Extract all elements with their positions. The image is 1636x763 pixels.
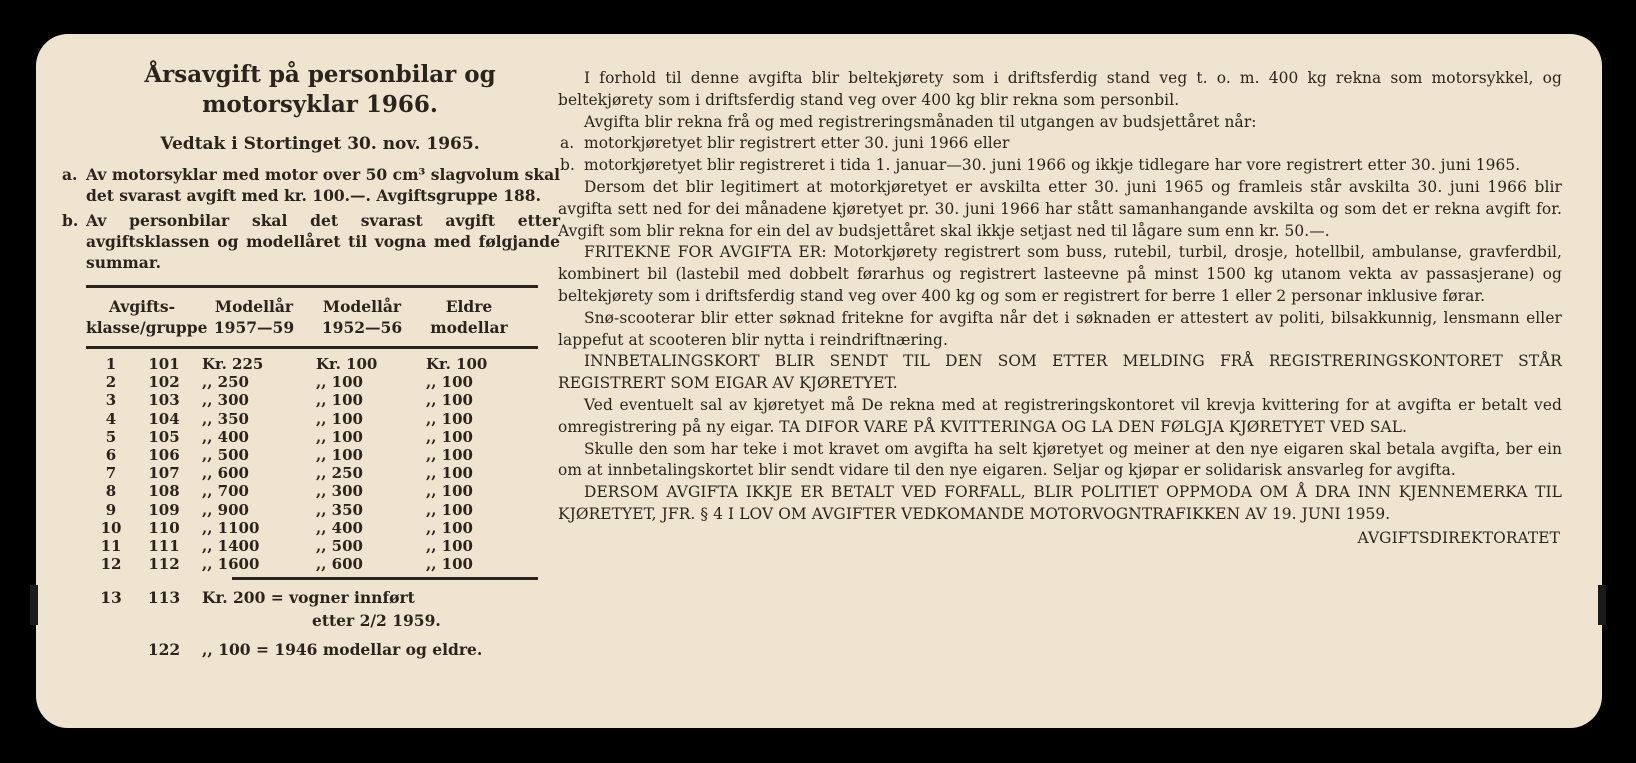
row-eldre: Kr. 100 (426, 355, 488, 373)
row-1952-56: Kr. 100 (316, 355, 378, 373)
item-b-text: Av personbilar skal det svarast avgift etter avgiftsklassen og modellåret til vogna med følgjande summar. (86, 211, 560, 272)
header-1957-59: Modellår 1957—59 (213, 297, 295, 337)
row-eldre: ,, 100 (426, 391, 473, 410)
row-gruppe: 110 (148, 518, 180, 537)
left-column (60, 60, 560, 661)
paragraph-4: FRITEKNE FOR AVGIFTA ER: Motorkjørety registrert som buss, rutebil, turbil, drosje, hotellbil, ambulanse, gravferdbil, kombinert bil (lastebil med dobbelt førarhus og registrert lasteevne på minst 1500 kg utanom vekta av passasjerane) og beltekjørety som i driftsferdig stand veg over 400 kg og som er registrert for berre 1 eller 2 personar inklusive førar. (558, 243, 1562, 305)
row-1957-59: ,, 400 (202, 427, 249, 446)
header-klasse: Avgifts- klasse/gruppe (86, 297, 208, 337)
row-1957-59: Kr. 225 (202, 355, 264, 373)
table-row (86, 501, 538, 519)
table-row (86, 410, 538, 428)
paragraph-8: Skulle den som har teke i mot kravet om avgifta ha selt kjøretyet og meiner at den nye eigaren skal betala avgifta, ber ein om at innbetalingskortet blir sendt vidare til den nye eigaren. Seljar og kjøpar er solidarisk ansvarleg for avgifta. (558, 439, 1562, 480)
row-1952-56: ,, 300 (316, 482, 363, 501)
row-klasse: 1 (105, 355, 117, 373)
row-gruppe: 107 (148, 464, 180, 483)
row-eldre: ,, 100 (426, 482, 473, 501)
row-1957-59: ,, 1100 (202, 518, 260, 537)
table-row (86, 537, 538, 555)
document-title (80, 60, 560, 120)
row-klasse: 11 (100, 537, 122, 556)
footer-row-122 (86, 638, 560, 661)
row-gruppe: 102 (148, 373, 180, 392)
row-klasse: 10 (100, 518, 122, 537)
footer-gruppe: 113 (147, 588, 181, 608)
row-1957-59: ,, 700 (202, 482, 249, 501)
row-klasse: 4 (105, 409, 117, 428)
row-klasse: 7 (105, 464, 117, 483)
row-gruppe: 108 (148, 482, 180, 501)
table-body (86, 349, 538, 573)
table-row (86, 519, 538, 537)
row-1952-56: ,, 100 (316, 391, 363, 410)
row-eldre: ,, 100 (426, 518, 473, 537)
row-1952-56: ,, 100 (316, 427, 363, 446)
table-row (86, 464, 538, 482)
row-gruppe: 112 (148, 555, 180, 574)
table-row (86, 391, 538, 409)
row-1957-59: ,, 300 (202, 391, 249, 410)
row-eldre: ,, 100 (426, 427, 473, 446)
table-row (86, 446, 538, 464)
row-klasse: 8 (105, 482, 117, 501)
row-1952-56: ,, 100 (316, 409, 363, 428)
row-eldre: ,, 100 (426, 555, 473, 574)
footer-gruppe-122: 122 (147, 640, 181, 660)
row-1957-59: ,, 350 (202, 409, 249, 428)
row-eldre: ,, 100 (426, 464, 473, 483)
row-klasse: 2 (105, 373, 117, 392)
footer-klasse: 13 (100, 588, 122, 608)
row-klasse: 9 (105, 500, 117, 519)
paragraph-2b-text: motorkjøretyet blir registreret i tida 1. januar—30. juni 1966 og ikkje tidlegare har vore registrert etter 30. juni 1965. (584, 156, 1521, 175)
row-1957-59: ,, 1600 (202, 555, 260, 574)
row-eldre: ,, 100 (426, 409, 473, 428)
table-row (86, 555, 538, 573)
right-edge-mark (1598, 585, 1606, 625)
row-1952-56: ,, 400 (316, 518, 363, 537)
item-a-label: a. (62, 165, 78, 184)
header-eldre: Eldre modellar (430, 297, 508, 337)
paragraph-6: INNBETALINGSKORT BLIR SENDT TIL DEN SOM ETTER MELDING FRÅ REGISTRERINGSKONTORET STÅR REGISTRERT SOM EIGAR AV KJØRETYET. (558, 352, 1562, 393)
row-1952-56: ,, 350 (316, 500, 363, 519)
paragraph-2a-label: a. (560, 134, 575, 153)
row-1957-59: ,, 900 (202, 500, 249, 519)
row-1952-56: ,, 250 (316, 464, 363, 483)
row-1952-56: ,, 500 (316, 537, 363, 556)
title-line-1: Årsavgift på personbilar og (144, 61, 496, 88)
row-1957-59: ,, 600 (202, 464, 249, 483)
row-gruppe: 104 (148, 409, 180, 428)
table-bottom-rule (232, 577, 538, 580)
table-row (86, 428, 538, 446)
table-footer (86, 586, 560, 661)
table-row (86, 373, 538, 391)
footer-row-13-continued: etter 2/2 1959. (312, 611, 441, 631)
row-gruppe: 109 (148, 500, 180, 519)
signature: AVGIFTSDIREKTORATET (1357, 528, 1560, 547)
row-gruppe: 105 (148, 427, 180, 446)
row-1952-56: ,, 100 (316, 373, 363, 392)
table-row (86, 355, 538, 373)
row-gruppe: 106 (148, 446, 180, 465)
row-1957-59: ,, 250 (202, 373, 249, 392)
document-card (36, 34, 1602, 728)
item-a-text: Av motorsyklar med motor over 50 cm³ slagvolum skal det svarast avgift med kr. 100.—. Avgiftsgruppe 188. (86, 165, 560, 205)
paragraph-2: Avgifta blir rekna frå og med registreringsmånaden til utgangen av budsjettåret når: (584, 112, 1257, 131)
item-b (60, 210, 560, 273)
paragraph-2b (558, 155, 1562, 177)
title-line-2: motorsyklar 1966. (202, 91, 438, 118)
row-1957-59: ,, 500 (202, 446, 249, 465)
row-eldre: ,, 100 (426, 373, 473, 392)
row-1952-56: ,, 100 (316, 446, 363, 465)
item-b-label: b. (62, 211, 79, 230)
right-column (558, 68, 1562, 550)
resolution-line: Vedtak i Stortinget 30. nov. 1965. (160, 134, 480, 154)
left-edge-mark (30, 585, 38, 625)
row-gruppe: 101 (148, 355, 180, 373)
paragraph-2b-label: b. (560, 156, 575, 175)
paragraph-1: I forhold til denne avgifta blir beltekjørety som i driftsferdig stand veg t. o. m. 400 kg rekna som motorsykkel, og beltekjørety som i driftsferdig stand veg over 400 kg blir rekna som personbil. (558, 69, 1562, 109)
paragraph-2a (558, 133, 1562, 155)
row-1952-56: ,, 600 (316, 555, 363, 574)
paragraph-9: DERSOM AVGIFTA IKKJE ER BETALT VED FORFALL, BLIR POLITIET OPPMODA OM Å DRA INN KJENNEMERKA TIL KJØRETYET, JFR. § 4 I LOV OM AVGIFTER VEDKOMANDE MOTORVOGNTRAFIKKEN AV 19. JUNI 1959. (558, 483, 1562, 523)
row-klasse: 12 (100, 555, 122, 574)
row-klasse: 3 (105, 391, 117, 410)
row-klasse: 6 (105, 446, 117, 465)
table-header (86, 288, 538, 346)
row-eldre: ,, 100 (426, 446, 473, 465)
paragraph-5: Snø-scooterar blir etter søknad fritekne for avgifta når det i søknaden er attestert av politi, bilsakkunnig, lensmann eller lappefut at scooteren blir nytta i reindriftnæring. (558, 308, 1562, 349)
row-gruppe: 103 (148, 391, 180, 410)
table-row (86, 482, 538, 500)
row-klasse: 5 (105, 427, 117, 446)
row-1957-59: ,, 1400 (202, 537, 260, 556)
item-a (60, 164, 560, 206)
footer-text-122: ,, 100 = 1946 modellar og eldre. (202, 640, 483, 660)
header-1952-56: Modellår 1952—56 (321, 297, 403, 337)
row-eldre: ,, 100 (426, 500, 473, 519)
paragraph-2a-text: motorkjøretyet blir registrert etter 30. juni 1966 eller (584, 134, 1010, 153)
footer-text: Kr. 200 = vogner innført (202, 588, 415, 608)
row-eldre: ,, 100 (426, 537, 473, 556)
footer-row-13 (86, 586, 560, 609)
row-gruppe: 111 (148, 537, 180, 556)
paragraph-7: Ved eventuelt sal av kjøretyet må De rekna med at registreringskontoret vil krevja kvittering for at avgifta er betalt ved omregistrering på ny eigar. TA DIFOR VARE PÅ KVITTERINGA OG LA DEN FØLGJA KJØRETYET VED SAL. (558, 395, 1562, 436)
paragraph-3: Dersom det blir legitimert at motorkjøretyet er avskilta etter 30. juni 1965 og framleis står avskilta 30. juni 1966 blir avgifta sett ned for dei månadene kjøretyet pr. 30. juni 1966 har stått samanhangande avskilta og som det er rekna avgift for. Avgift som blir rekna for ein del av budsjettåret skal ikkje setjast ned til lågare sum enn kr. 50.—. (558, 177, 1562, 240)
